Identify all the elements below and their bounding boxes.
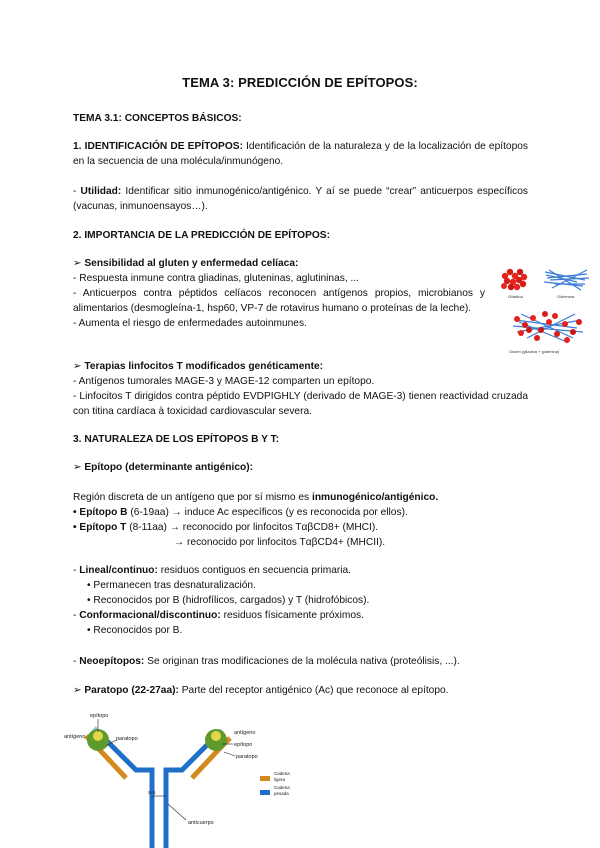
epitopo-t-line-2: → reconocido por linfocitos TαβCD4+ (MHCII). (174, 537, 386, 548)
section-1-text: Identificación de la naturaleza y de la localización de epítopos en la secuencia de una molécula/inmunógeno. (73, 141, 528, 167)
gluten-line-2: - Anticuerpos contra péptidos celíacos reconocen antígenos propios, microbianos y alimentarios (desmogleína-1, hsp60, VP-7 de rotavirus humano o proteínas de la leche). (73, 288, 485, 314)
section-3-heading: 3. NATURALEZA DE LOS EPÍTOPOS B Y T: (73, 434, 280, 445)
gliadina-cluster (501, 269, 527, 290)
terapias-subheading: ➢ Terapias linfocitos T modificados genéticamente: (73, 361, 324, 372)
label-epitopo-left: epítopo (90, 713, 109, 719)
legend-heavy-1: Cadena (274, 785, 290, 790)
gliadina-label: Gliadina (508, 294, 523, 299)
neoepitopos-label: Neoepítopos: (79, 656, 145, 667)
legend-light-2: ligera (274, 777, 286, 782)
lineal-block (73, 563, 528, 638)
gluten-block (73, 256, 528, 331)
lineal-bullet-1: • Permanecen tras desnaturalización. (87, 580, 256, 591)
terapias-line-1: - Antígenos tumorales MAGE-3 y MAGE-12 comparten un epítopo. (73, 376, 375, 387)
lineal-line: - Lineal/continuo: residuos contiguos en secuencia primaria. (73, 565, 352, 576)
neoepitopos-text: Se originan tras modificaciones de la molécula nativa (proteólisis, ...). (144, 656, 460, 667)
conformacional-bullet-1: • Reconocidos por B. (87, 625, 183, 636)
legend-light-1: Cadena (274, 771, 290, 776)
neoepitopos-line: - Neoepítopos: Se originan tras modificaciones de la molécula nativa (proteólisis, ...). (73, 656, 460, 667)
gluten-line-1: - Respuesta inmune contra gliadinas, gluteninas, aglutininas, ... (73, 273, 359, 284)
utilidad-paragraph: - Utilidad: Identificar sitio inmunogénico/antigénico. Y aí se puede “crear” anticuerpos específicos (vacunas, inmunoensayos…). (73, 186, 529, 212)
conformacional-label: Conformacional/discontinuo: (79, 610, 221, 621)
gluten-line-3: - Aumenta el riesgo de enfermedades autoinmunes. (73, 318, 307, 329)
utilidad-text: Identificar sitio inmunogénico/antigénico. Y aí se puede “crear” anticuerpos específicos (vacunas, inmunoensayos…). (73, 186, 529, 212)
heavy-chain-right (166, 738, 214, 848)
section-3-1-heading: TEMA 3.1: CONCEPTOS BÁSICOS: (73, 113, 242, 124)
antibody-diagram (64, 708, 334, 848)
gluten-mix (513, 311, 583, 343)
utilidad-label: Utilidad: (80, 186, 122, 197)
label-epitopo-right: epítopo (234, 742, 253, 748)
lineal-label: Lineal/continuo: (79, 565, 158, 576)
gluten-label: Gluten (gliadina + glutenina) (509, 349, 560, 354)
paratopo-text: Parte del receptor antigénico (Ac) que reconoce al epítopo. (178, 685, 449, 696)
legend-heavy-2: pesada (274, 791, 289, 796)
label-anticuerpo: anticuerpo (188, 820, 214, 826)
section-1-heading: 1. IDENTIFICACIÓN DE EPÍTOPOS: (73, 141, 243, 152)
epitopo-t-line (73, 520, 528, 535)
epitopo-t-text: (8-11aa) → reconocido por linfocitos TαβCD8+ (MHCI). (126, 522, 379, 533)
gluten-illustration (497, 262, 593, 358)
lineal-bullet-2: • Reconocidos por B (hidrofílicos, cargados) y T (hidrofóbicos). (87, 595, 370, 606)
legend-heavy-swatch (260, 790, 270, 795)
region-line (73, 490, 528, 505)
region-text: Región discreta de un antígeno que por sí mismo es (73, 492, 312, 503)
legend-light-swatch (260, 776, 270, 781)
epitopo-b-text: (6-19aa) → induce Ac específicos (y es reconocida por ellos). (127, 507, 408, 518)
lineal-text: residuos contiguos en secuencia primaria. (157, 565, 352, 576)
epitopo-b-line (73, 505, 528, 520)
glutenina-cluster (544, 270, 589, 290)
conformacional-text: residuos físicamente próximos. (220, 610, 364, 621)
paratopo-line (73, 683, 528, 698)
paratopo-label: ➢ Paratopo (22-27aa): (73, 685, 179, 696)
epitopo-block (73, 490, 528, 550)
epitopo-t-label: • Epítopo T (73, 522, 127, 533)
label-paratopo-left: paratopo (116, 736, 138, 742)
epitopo-b-label: • Epítopo B (73, 507, 128, 518)
section-1-paragraph (73, 139, 528, 169)
label-antigeno-left: antígeno (64, 734, 86, 740)
label-paratopo-right: paratopo (236, 754, 258, 760)
glutenina-label: Glutenina (557, 294, 575, 299)
epitopo-subheading: ➢ Epítopo (determinante antigénico): (73, 462, 254, 473)
terapias-block (73, 359, 528, 419)
heavy-chain-left (104, 738, 152, 848)
label-ss: S-S (148, 790, 156, 795)
page-title: TEMA 3: PREDICCIÓN DE EPÍTOPOS: (182, 75, 418, 90)
light-chain-left (96, 746, 126, 778)
gluten-subheading: ➢ Sensibilidad al gluten y enfermedad celíaca: (73, 258, 299, 269)
conformacional-line: - Conformacional/discontinuo: residuos físicamente próximos. (73, 610, 364, 621)
region-bold: inmunogénico/antigénico. (311, 492, 439, 503)
terapias-line-2: - Linfocitos T dirigidos contra péptido EVDPIGHLY (derivado de MAGE-3) tienen reactividad cruzada con titina cardíaca à toxicidad cardiovascular severa. (73, 391, 528, 417)
section-2-heading: 2. IMPORTANCIA DE LA PREDICCIÓN DE EPÍTOPOS: (73, 230, 330, 241)
label-antigeno-right: antígeno (234, 730, 256, 736)
